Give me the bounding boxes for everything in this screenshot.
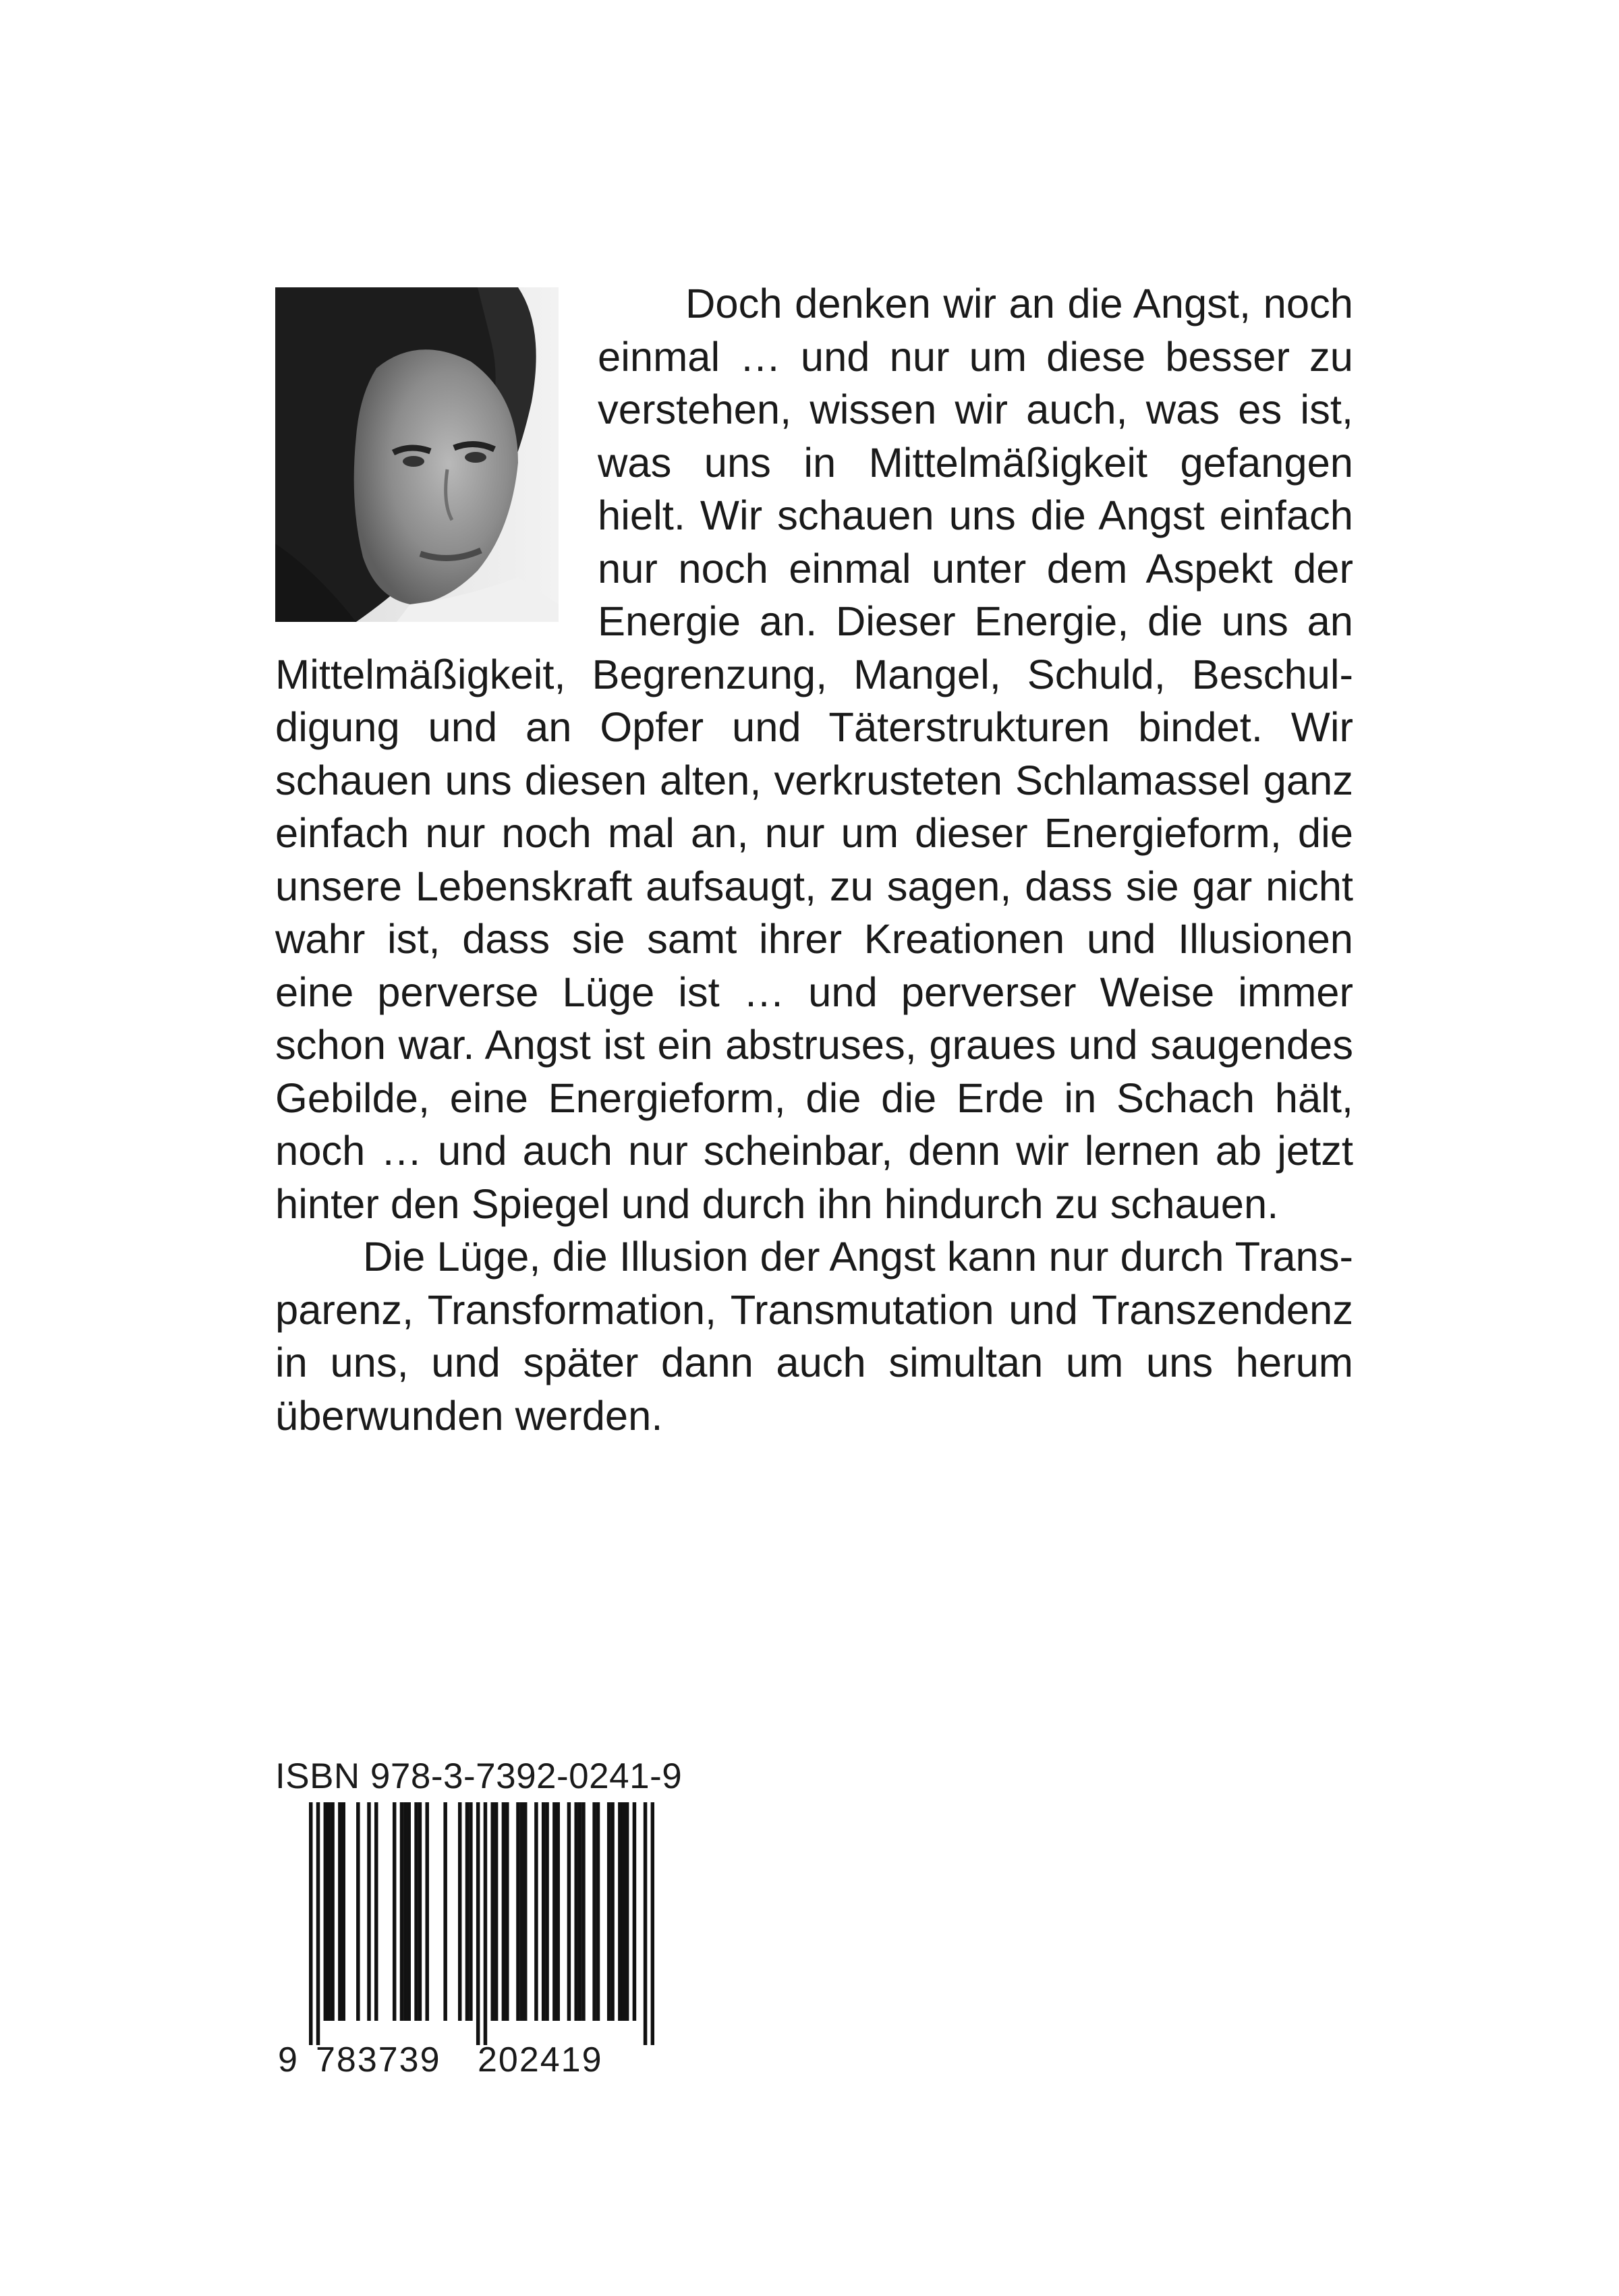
barcode-bar [400, 1802, 403, 2021]
barcode-bar [443, 1802, 447, 2021]
barcode-bar [494, 1802, 498, 2021]
barcode-bar [574, 1802, 577, 2021]
barcode-right-digits: 202419 [478, 2040, 603, 2079]
barcode-left-digits: 783739 [316, 2040, 441, 2079]
isbn-label: ISBN 978-3-7392-0241-9 [275, 1756, 683, 1796]
barcode-bar [545, 1802, 548, 2021]
barcode-bar [596, 1802, 600, 2021]
barcode-bar [327, 1802, 331, 2021]
barcode-bar [331, 1802, 334, 2021]
barcode-bar [633, 1802, 636, 2021]
barcode-bar [520, 1802, 523, 2021]
barcode-bar [618, 1802, 621, 2021]
barcode-bar [374, 1802, 378, 2021]
barcode-bar [484, 1802, 487, 2045]
barcode-bar [316, 1802, 320, 2045]
barcode-bar [607, 1802, 610, 2021]
barcode-bar [534, 1802, 538, 2021]
barcode-bar [592, 1802, 596, 2021]
barcode-bar [425, 1802, 428, 2021]
barcode-bar [324, 1802, 327, 2021]
back-cover-blurb [275, 278, 1353, 1443]
photo-text-wrap-spacer [275, 278, 598, 625]
barcode-bar [338, 1802, 341, 2021]
barcode-bar [581, 1802, 585, 2021]
barcode-bar [556, 1802, 559, 2021]
barcode-bar [651, 1802, 654, 2045]
blurb-paragraph-1: Doch denken wir an die Angst, noch einmal … und nur um diese besser zu verstehen, wissen wir auch, was es ist, was uns in Mittelmäßigkeit gefangen hielt. Wir schauen uns die Angst einfach nur noch einmal unter dem Aspekt der Energie an. Dieser Energie, die uns an Mittelmäßigkeit, Begrenzung, Mangel, Schuld, Beschuldigung und an Opfer und Täterstrukturen bindet. Wir schauen uns diesen alten, verkrusteten Schlamassel ganz einfach nur noch mal an, nur um dieser Energieform, die unsere Lebenskraft aufsaugt, zu sagen, dass sie gar nicht wahr ist, dass sie samt ihrer Kreationen und Illusionen eine perverse Lüge ist … und perverser Weise immer schon war. Angst ist ein abstruses, graues und saugendes Gebilde, eine Energieform, die die Erde in Schach hält, noch … und auch nur scheinbar, denn wir lernen ab jetzt hinter den Spiegel und durch ihn hindurch zu schauen. [275, 281, 1353, 1228]
barcode-bar [469, 1802, 472, 2021]
barcode-bar [490, 1802, 494, 2021]
barcode-bar [552, 1802, 556, 2021]
barcode-bar [403, 1802, 407, 2021]
barcode-bar [625, 1802, 629, 2021]
barcode-bar [342, 1802, 345, 2021]
barcode-bar [465, 1802, 469, 2021]
barcode-bar [644, 1802, 647, 2045]
isbn-barcode [309, 1802, 654, 2045]
barcode-bar [367, 1802, 370, 2021]
barcode-bar [578, 1802, 581, 2021]
blurb-paragraph-2: Die Lüge, die Illusion der Angst kann nur durch Transparenz, Transformation, Transmutation und Transzendenz in uns, und später dann auch simultan um uns herum überwunden werden. [275, 1234, 1353, 1439]
barcode-bar [523, 1802, 527, 2021]
barcode-bar [476, 1802, 480, 2045]
barcode-bar [621, 1802, 625, 2021]
barcode-bar [542, 1802, 545, 2021]
barcode-bar [502, 1802, 505, 2021]
barcode-bar [356, 1802, 360, 2021]
barcode-bar [418, 1802, 422, 2021]
barcode-bar [393, 1802, 396, 2021]
barcode-first-digit: 9 [278, 2040, 297, 2079]
barcode-bar [458, 1802, 461, 2021]
barcode-bar [505, 1802, 509, 2021]
barcode-bar [567, 1802, 571, 2021]
barcode-bars [309, 1802, 654, 2045]
barcode-bar [407, 1802, 411, 2021]
barcode-bar [414, 1802, 418, 2021]
barcode-bar [309, 1802, 312, 2045]
barcode-bar [516, 1802, 519, 2021]
barcode-bar [610, 1802, 614, 2021]
